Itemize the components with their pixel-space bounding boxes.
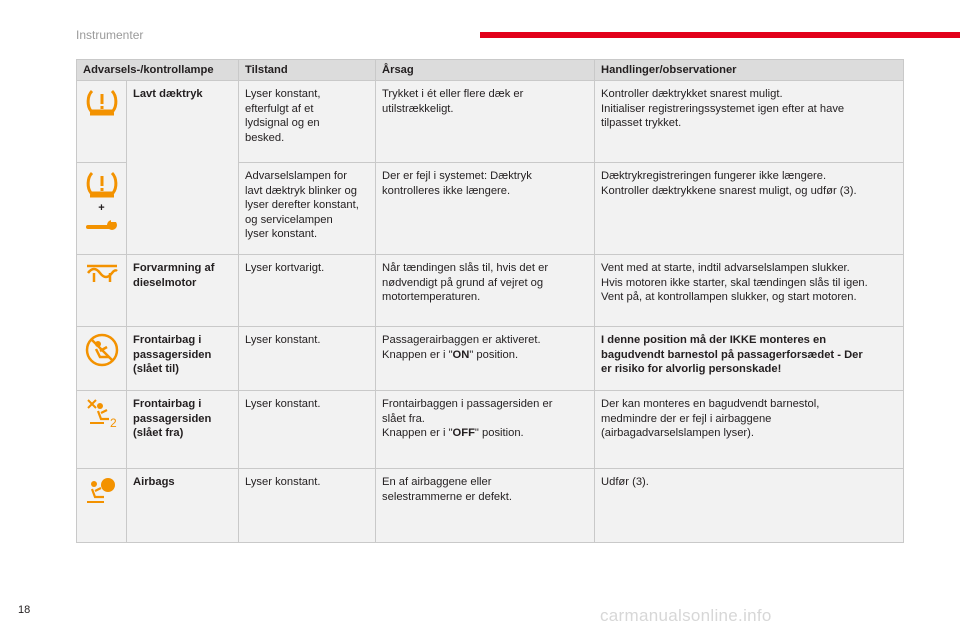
icon-cell — [77, 327, 127, 391]
action-cell: Udfør (3). — [595, 469, 904, 543]
icon-cell — [77, 391, 127, 469]
column-header-lamp: Advarsels-/kontrollampe — [77, 60, 239, 81]
table-row — [77, 81, 904, 163]
icon-cell — [77, 255, 127, 327]
table-header-row — [77, 60, 904, 81]
cause-cell: Når tændingen slås til, hvis det er nødvendigt på grund af vejret og motortemperaturen. — [376, 255, 595, 327]
watermark: carmanualsonline.info — [600, 606, 772, 625]
glow-plug-icon — [79, 261, 124, 285]
svg-text:2: 2 — [109, 416, 117, 429]
wrench-icon — [79, 217, 124, 233]
column-header-cause: Årsag — [376, 60, 595, 81]
lamp-name: Lavt dæktryk — [127, 81, 239, 255]
cause-cell: Der er fejl i systemet: Dæktryk kontrolleres ikke længere. — [376, 163, 595, 255]
lamp-name: Forvarmning af dieselmotor — [127, 255, 239, 327]
column-header-state: Tilstand — [239, 60, 376, 81]
header-accent-bar — [480, 32, 960, 38]
column-header-action: Handlinger/observationer — [595, 60, 904, 81]
airbag-icon — [79, 475, 124, 507]
action-cell: Kontroller dæktrykket snarest muligt. Initialiser registreringssystemet igen efter at have tilpasset trykket. — [595, 81, 904, 163]
state-cell: Lyser konstant, efterfulgt af et lydsignal og en besked. — [239, 81, 376, 163]
plus-sign: + — [98, 202, 105, 214]
icon-cell — [77, 469, 127, 543]
action-cell: Vent med at starte, indtil advarselslampen slukker. Hvis motoren ikke starter, skal tændingen slås til igen. Vent på, at kontrollampen slukker, og start motoren. — [595, 255, 904, 327]
section-title: Instrumenter — [76, 28, 144, 42]
table-row — [77, 327, 904, 391]
cause-cell: Frontairbaggen i passagersiden er slået fra. Knappen er i "OFF" position. — [376, 391, 595, 469]
passenger-airbag-off-icon — [79, 397, 124, 429]
cause-cell: Trykket i ét eller flere dæk er utilstrækkeligt. — [376, 81, 595, 163]
passenger-airbag-on-icon — [79, 333, 124, 367]
action-cell: I denne position må der IKKE monteres en bagudvendt barnestol på passagerforsædet - Der er risiko for alvorlig personskade! — [595, 327, 904, 391]
action-cell: Der kan monteres en bagudvendt barnestol, medmindre der er fejl i airbaggene (airbagadvarselslampen lyser). — [595, 391, 904, 469]
state-cell: Lyser konstant. — [239, 391, 376, 469]
state-cell: Advarselslampen for lavt dæktryk blinker og lyser derefter konstant, og servicelampen lyser konstant. — [239, 163, 376, 255]
tire-pressure-icon — [79, 169, 124, 199]
cause-cell: En af airbaggene eller selestrammerne er defekt. — [376, 469, 595, 543]
icon-cell — [77, 81, 127, 163]
action-cell: Dæktrykregistreringen fungerer ikke længere. Kontroller dæktrykkene snarest muligt, og udfør (3). — [595, 163, 904, 255]
table-row — [77, 391, 904, 469]
state-cell: Lyser kortvarigt. — [239, 255, 376, 327]
icon-cell — [77, 163, 127, 255]
table-row — [77, 469, 904, 543]
state-cell: Lyser konstant. — [239, 327, 376, 391]
warning-lamp-table — [76, 59, 904, 543]
tire-pressure-icon — [79, 87, 124, 117]
lamp-name: Frontairbag i passagersiden (slået til) — [127, 327, 239, 391]
state-cell: Lyser konstant. — [239, 469, 376, 543]
table-row — [77, 255, 904, 327]
page-number: 18 — [18, 604, 31, 616]
cause-cell: Passagerairbaggen er aktiveret. Knappen er i "ON" position. — [376, 327, 595, 391]
lamp-name: Airbags — [127, 469, 239, 543]
lamp-name: Frontairbag i passagersiden (slået fra) — [127, 391, 239, 469]
